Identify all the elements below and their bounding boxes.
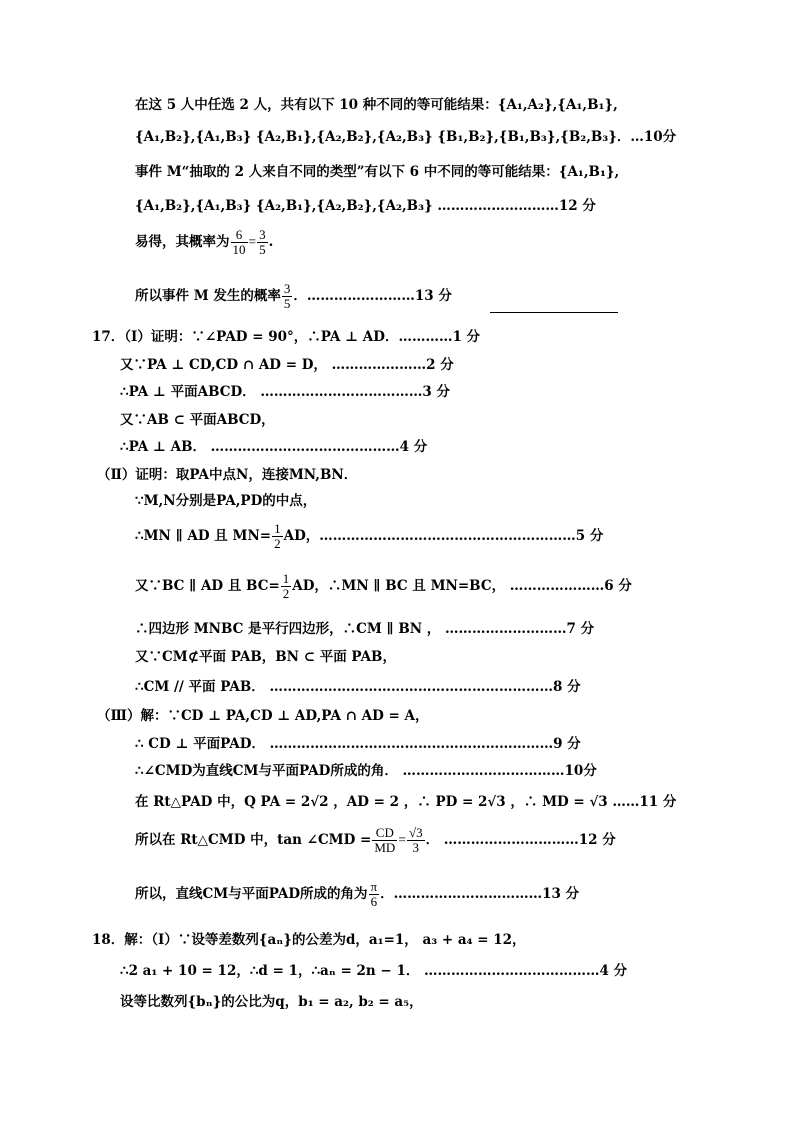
text-line: ∴ CD ⊥ 平面PAD． ………………………………………………………9 分 [135,736,581,752]
text-line: 又∵PA ⊥ CD,CD ∩ AD = D， …………………2 分 [120,357,454,373]
fraction-numerator: 3 [259,227,266,242]
equals-sign: = [248,234,257,249]
midline-line [135,522,603,551]
equals-sign: = [398,832,406,847]
probability-result-line [135,282,452,311]
text-line: 在 Rt△PAD 中，Q PA = 2√2 ，AD = 2 ，∴ PD = 2√3 ，∴ MD = √3 ……11 分 [135,794,677,810]
text-line: ∴四边形 MNBC 是平行四边形，∴CM ∥ BN ， ………………………7 分 [135,621,595,637]
text-line: 17．（Ⅰ）证明：∵∠PAD = 90°，∴PA ⊥ AD．…………1 分 [92,329,481,345]
period: . [268,234,274,250]
text-segment: 易得，其概率为 [135,234,230,250]
text-line: 18．解：（Ⅰ）∵设等差数列{aₙ}的公差为d，a₁=1， a₃ + a₄ = 12， [92,932,526,948]
fraction [257,228,268,257]
fraction [282,282,293,311]
text-line: 又∵CM⊄平面 PAB，BN ⊂ 平面 PAB， [135,649,396,665]
text-line: 在这 5 人中任选 2 人，共有以下 10 种不同的等可能结果：{A₁,A₂},{A₁,B₁}, [135,97,618,113]
text-line: 又∵AB ⊂ 平面ABCD， [120,412,275,428]
fraction [281,572,292,601]
text-segment: 所以，直线CM与平面PAD所成的角为 [135,886,368,902]
fraction [231,228,248,257]
fraction-denominator: 10 [232,242,246,257]
fraction [369,880,380,909]
text-segment: ． …………………………12 分 [425,832,616,848]
fraction-numerator: CD [372,826,397,841]
fraction-denominator: 3 [412,840,419,855]
fraction-numerator: 6 [231,228,248,243]
fraction-denominator: 5 [259,242,266,257]
parallel-line [135,572,632,601]
text-segment: AD，∴MN ∥ BC 且 MN=BC， …………………6 分 [292,578,632,594]
fraction-numerator: 1 [274,521,281,536]
text-segment: AD，…………………………………………………5 分 [283,528,604,544]
text-line: ∴∠CMD为直线CM与平面PAD所成的角． ………………………………10分 [135,763,597,779]
text-segment: ．……………………13 分 [293,288,452,304]
divider-rule [490,312,618,313]
text-segment: ．……………………………13 分 [380,886,580,902]
tangent-line [135,826,616,855]
fraction-denominator: 2 [274,536,281,551]
text-line: 事件 M“抽取的 2 人来自不同的类型”有以下 6 中不同的等可能结果：{A₁,B₁}, [135,164,620,180]
fraction [407,826,425,855]
text-line: （Ⅲ）解：∵CD ⊥ PA,CD ⊥ AD,PA ∩ AD = A， [97,708,429,724]
fraction-numerator: π [370,879,378,894]
text-segment: 所以事件 M 发生的概率 [135,288,281,304]
angle-result-line [135,880,579,909]
text-segment: ∴MN ∥ AD 且 MN= [135,528,272,544]
text-line: ∴PA ⊥ 平面ABCD． ………………………………3 分 [120,384,450,400]
text-line: {A₁,B₂},{A₁,B₃} {A₂,B₁},{A₂,B₂},{A₂,B₃} {B₁,B₂},{B₁,B₃},{B₂,B₃}．…10分 [135,129,677,145]
fraction-denominator: MD [374,840,396,855]
text-line: ∴2 a₁ + 10 = 12，∴d = 1，∴aₙ = 2n − 1． …………………………………4 分 [120,963,628,979]
fraction-denominator: 5 [283,296,291,311]
text-line: {A₁,B₂},{A₁,B₃} {A₂,B₁},{A₂,B₂},{A₂,B₃} ………………………12 分 [135,198,596,214]
text-line: ∴PA ⊥ AB． ……………………………………4 分 [120,439,428,455]
text-line: 设等比数列{bₙ}的公比为q，b₁ = a₂, b₂ = a₅， [120,994,423,1010]
fraction [372,826,397,855]
fraction-numerator: 1 [282,571,290,586]
text-segment: 所以在 Rt△CMD 中，tan ∠CMD = [135,832,372,848]
probability-line [135,228,273,257]
text-segment: 又∵BC ∥ AD 且 BC= [135,578,280,594]
fraction-numerator: 3 [283,281,291,296]
text-line: （Ⅱ）证明：取PA中点N，连接MN,BN． [97,467,358,483]
fraction-denominator: 6 [370,894,378,909]
fraction [272,522,283,551]
fraction-numerator: √3 [408,825,423,840]
fraction-denominator: 2 [282,586,290,601]
text-line: ∴CM // 平面 PAB． ………………………………………………………8 分 [135,679,581,695]
text-line: ∵M,N分别是PA,PD的中点， [135,493,317,509]
